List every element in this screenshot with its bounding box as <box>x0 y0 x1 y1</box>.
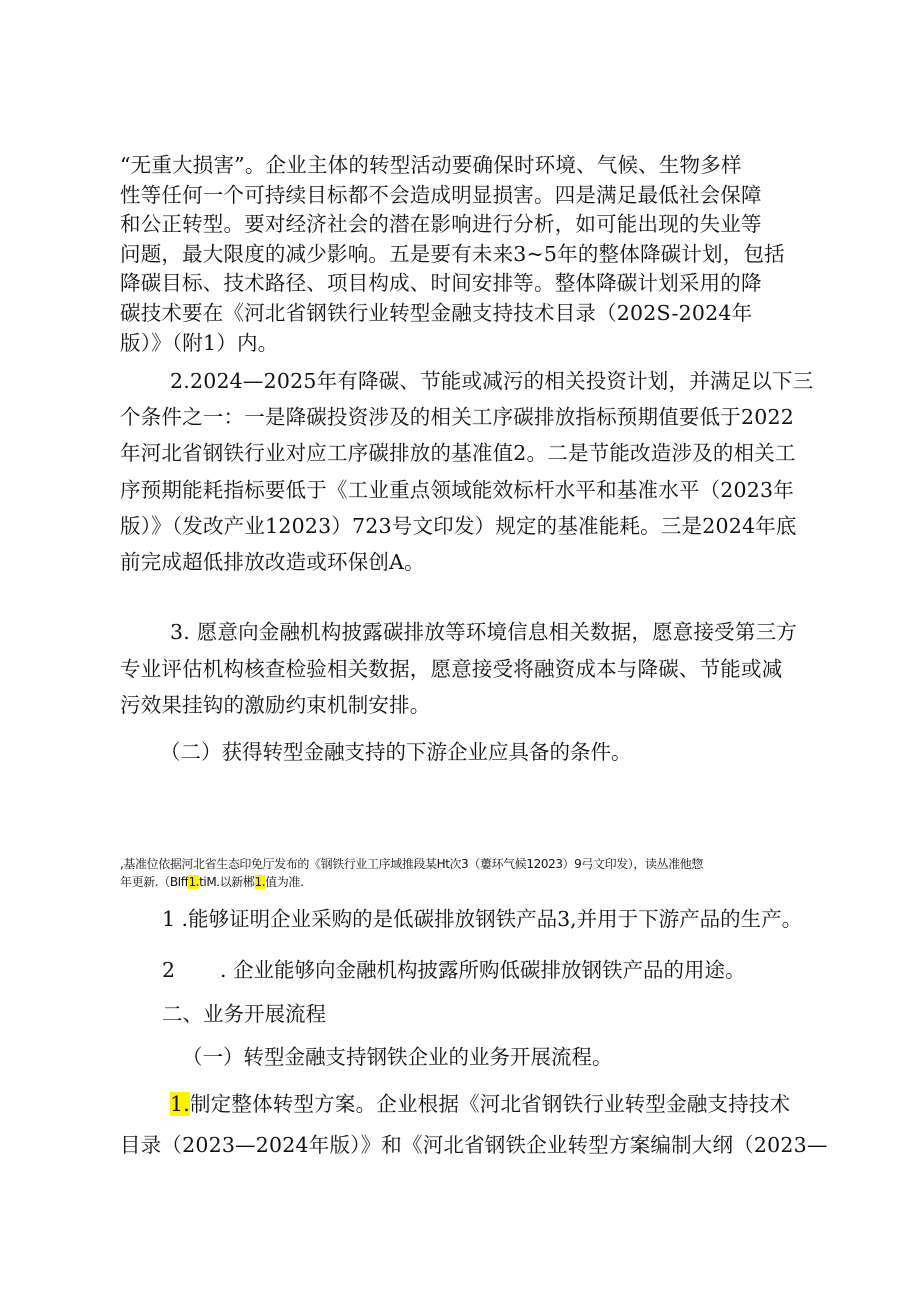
text-line: 污效果挂钩的激励约束机制安排。 <box>120 693 431 717</box>
text-line <box>120 1084 820 1125</box>
highlight-mark: 1. <box>170 1092 190 1116</box>
text-line: 问题，最大限度的减少影响。五是要有未来3~5年的整体降碳计划，包括 <box>120 241 785 266</box>
text-line: 3. 愿意向金融机构披露碳排放等环境信息相关数据，愿意接受第三方 <box>170 620 797 644</box>
text-line: 目录（2023—2024年版）》和《河北省钢铁企业转型方案编制大纲（2023— <box>120 1133 828 1157</box>
text-line: 序预期能耗指标要低于《工业重点领域能效标杆水平和基准水平（2023年 <box>120 477 794 502</box>
list-item-disclose-usage <box>162 953 746 983</box>
section-heading-business-process: 二、业务开展流程 <box>162 1002 326 1026</box>
footnote-text: 年更新.（BIff <box>120 875 189 889</box>
text-line: 年河北省钢铁行业对应工序碳排放的基准值2。二是节能改造涉及的相关工 <box>120 441 796 466</box>
text-line: 版）》（发改产业12023）723号文印发）规定的基准能耗。三是2024年底 <box>120 513 797 538</box>
paragraph-transition-plan <box>120 1084 828 1166</box>
paragraph-disclosure <box>120 614 820 724</box>
highlight-mark: 1. <box>254 875 266 889</box>
text-line: 碳技术要在《河北省钢铁行业转型金融支持技术目录（202S-2024年 <box>120 300 753 325</box>
list-item-number: 2 <box>162 958 176 982</box>
text-segment: 制定整体转型方案。企业根据《河北省钢铁行业转型金融支持技术 <box>189 1092 791 1116</box>
text-line: 和公正转型。要对经济社会的潜在影响进行分析，如可能出现的失业等 <box>120 212 762 237</box>
footnote-line <box>120 873 820 891</box>
text-line: 专业评估机构核查检验相关数据，愿意接受将融资成本与降碳、节能或减 <box>120 656 783 681</box>
list-item-low-carbon-procurement: 1 .能够证明企业采购的是低碳排放钢铁产品3,并用于下游产品的生产。 <box>162 907 803 931</box>
footnote-text: tiM.以新郴 <box>199 875 255 889</box>
footnote-text: 值为准. <box>265 875 304 889</box>
footnote <box>120 855 820 891</box>
paragraph-no-significant-harm <box>120 151 820 358</box>
subsection-heading-steel-process: （一）转型金融支持钢铁企业的业务开展流程。 <box>182 1045 613 1069</box>
paragraph-investment-plan <box>120 363 820 580</box>
text-line: 降碳目标、技术路径、项目构成、时间安排等。整体降碳计划采用的降 <box>120 271 762 296</box>
text-line: 版）》（附1）内。 <box>120 330 279 355</box>
text-line: 前完成超低排放改造或环保创A。 <box>120 550 425 575</box>
text-line: “无重大损害”。企业主体的转型活动要确保时环境、气候、生物多样 <box>120 153 742 177</box>
text-line: 个条件之一：一是降碳投资涉及的相关工序碳排放指标预期值要低于2022 <box>120 405 794 430</box>
footnote-line: ,基准位依据河北省生态印免厅发布的《钢铁行业工序域推段某Ht次3（蔞环气候12023）9弓文印发），读丛准他惣 <box>120 857 703 871</box>
list-item-text: . 企业能够向金融机构披露所购低碳排放钢铁产品的用途。 <box>220 958 746 982</box>
highlight-mark: 1. <box>188 875 200 889</box>
text-line: 2.2024—2025年有降碳、节能或减污的相关投资计划，并满足以下三 <box>170 369 814 393</box>
text-line: 性等任何一个可持续目标都不会造成明显损害。四是满足最低社会保障 <box>120 182 762 207</box>
heading-downstream-conditions: （二）获得转型金融支持的下游企业应具备的条件。 <box>160 740 632 764</box>
